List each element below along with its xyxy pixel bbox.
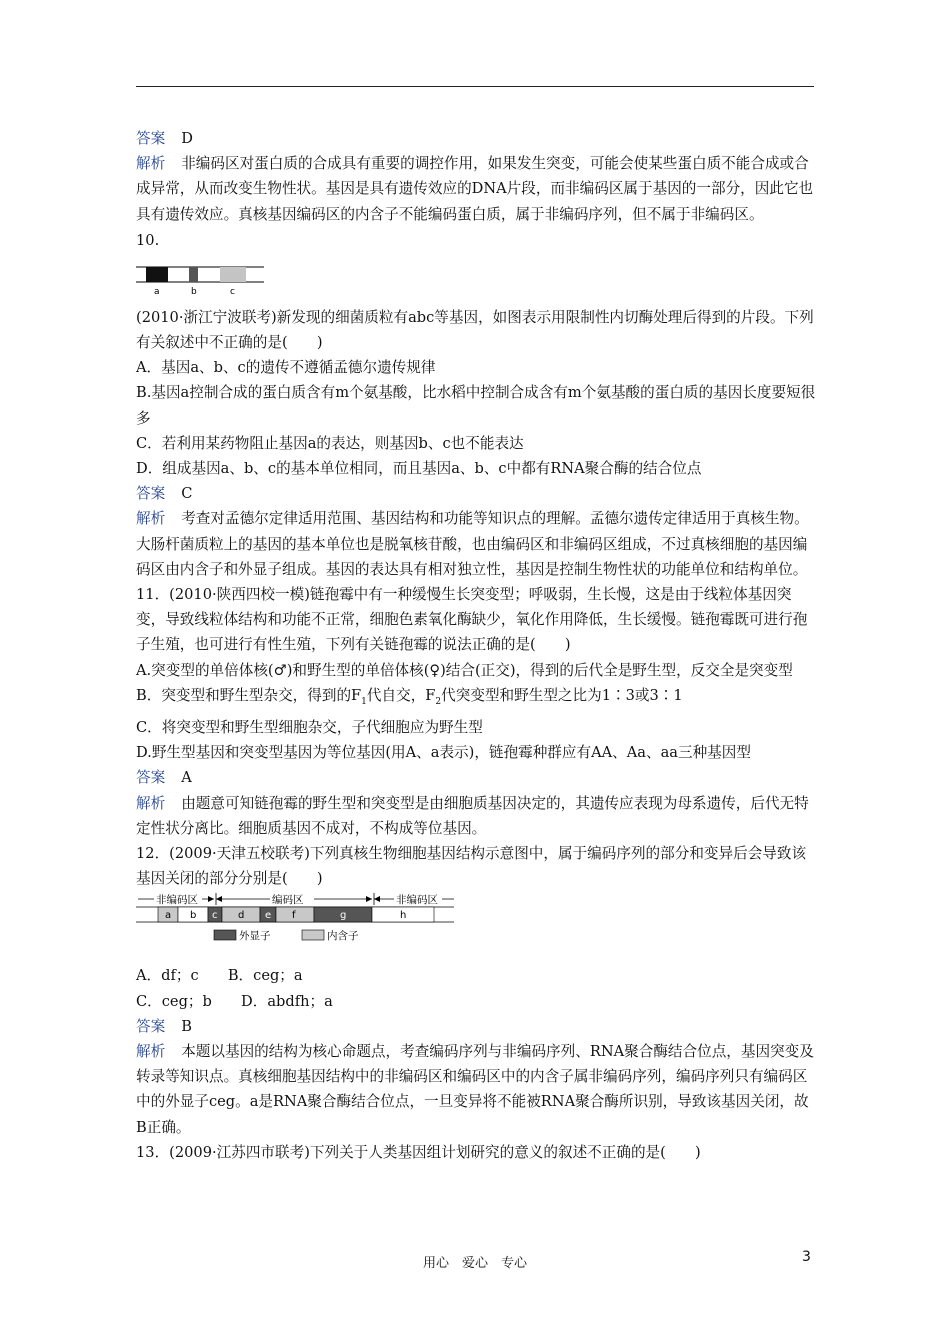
analysis-text: 非编码区对蛋白质的合成具有重要的调控作用，如果发生突变，可能会使某些蛋白质不能合成或合成异常，从而改变生物性状。基因是具有遗传效应的DNA片段，而非编码区属于基因的一部分，因此它也具有遗传效应。真核基因编码区的内含子不能编码蛋白质，属于非编码序列，但不属于非编码区。 (136, 155, 814, 223)
legend-intron-swatch (302, 930, 324, 940)
region-noncoding-right: 非编码区 (396, 894, 438, 907)
segment-label: e (265, 910, 272, 922)
question-number: 10. (136, 231, 160, 249)
analysis-paragraph (136, 151, 816, 227)
analysis-text: 由题意可知链孢霉的野生型和突变型是由细胞质基因决定的，其遗传应表现为母系遗传，后代无特定性状分离比。细胞质基因不成对，不构成等位基因。 (136, 794, 809, 837)
header-rule (136, 86, 814, 87)
analysis-paragraph (136, 791, 816, 841)
page-footer: 用心 爱心 专心 (422, 1256, 527, 1271)
analysis-label: 解析 (136, 510, 166, 528)
segment-label: h (400, 910, 407, 922)
question-stem: 12．(2009·天津五校联考)下列真核生物细胞基因结构示意图中，属于编码序列的部分和变异后会导致该基因关闭的部分分别是( ) (136, 844, 807, 888)
option-c: C．将突变型和野生型细胞杂交，子代细胞应为野生型 (136, 718, 483, 736)
analysis-paragraph (136, 1039, 816, 1140)
answer-label: 答案 (136, 1017, 166, 1035)
page-number: 3 (802, 1249, 811, 1265)
legend-intron-label: 内含子 (327, 930, 359, 943)
segment-label: g (340, 910, 347, 922)
option-a: A．基因a、b、c的遗传不遵循孟德尔遗传规律 (136, 359, 436, 377)
answer-line (136, 1014, 816, 1039)
option-b-text: 代自交，F (366, 686, 436, 704)
page-content (136, 126, 816, 1165)
plasmid-fragment-figure (136, 251, 276, 299)
segment-label: a (165, 910, 172, 922)
gene-a-segment (146, 267, 168, 282)
analysis-text: 考查对孟德尔定律适用范围、基因结构和功能等知识点的理解。孟德尔遗传定律适用于真核生物。大肠杆菌质粒上的基因的基本单位也是脱氧核苷酸，也由编码区和非编码区组成，不过真核细胞的基因编码区由内含子和外显子组成。基因的表达具有相对独立性，基因是控制生物性状的功能单位和结构单位。 (136, 510, 809, 578)
answer-label: 答案 (136, 130, 166, 147)
legend-exon-swatch (214, 930, 236, 940)
question-stem: (2010·浙江宁波联考)新发现的细菌质粒有abc等基因，如图表示用限制性内切酶处理后得到的片段。下列有关叙述中不正确的是( ) (136, 308, 814, 352)
option-b-text: 代突变型和野生型之比为1∶3或3∶1 (441, 686, 683, 704)
gene-b-segment (189, 267, 198, 282)
question-stem: 11．(2010·陕西四校一模)链孢霉中有一种缓慢生长突变型；呼吸弱，生长慢，这是由于线粒体基因突变，导致线粒体结构和功能不正常，细胞色素氧化酶缺少，氧化作用降低，生长缓慢。链孢霉既可进行孢子生殖，也可进行有性生殖，下列有关链孢霉的说法正确的是( ) (136, 586, 808, 654)
answer-line (136, 765, 816, 790)
answer-value: A (181, 769, 192, 787)
segment-label: f (292, 910, 296, 922)
analysis-label: 解析 (136, 155, 166, 173)
option-b-text: B．突变型和野生型杂交，得到的F (136, 686, 362, 704)
option-b (136, 683, 816, 715)
segment-label: c (212, 910, 218, 922)
option-a: A.突变型的单倍体核(♂)和野生型的单倍体核(♀)结合(正交)，得到的后代全是野生型，反交全是突变型 (136, 661, 793, 679)
analysis-label: 解析 (136, 1043, 166, 1060)
gene-c-label: c (230, 286, 235, 297)
answer-line (136, 126, 816, 151)
segment-label: b (190, 910, 197, 922)
option-row: C．ceg；b D．abdfh；a (136, 992, 333, 1010)
option-c: C．若利用某药物阻止基因a的表达，则基因b、c也不能表达 (136, 434, 524, 452)
region-noncoding-left: 非编码区 (156, 894, 198, 907)
gene-b-label: b (191, 286, 197, 297)
region-coding: 编码区 (272, 894, 304, 907)
option-d: D．组成基因a、b、c的基本单位相同，而且基因a、b、c中都有RNA聚合酶的结合位点 (136, 460, 702, 478)
analysis-text: 本题以基因的结构为核心命题点，考查编码序列与非编码序列、RNA聚合酶结合位点，基因突变及转录等知识点。真核细胞基因结构中的非编码区和编码区中的内含子属非编码序列，编码序列只有编码区中的外显子ceg。a是RNA聚合酶结合位点，一旦变异将不能被RNA聚合酶所识别，导致该基因关闭，故B正确。 (136, 1043, 814, 1136)
question-stem: 13．(2009·江苏四市联考)下列关于人类基因组计划研究的意义的叙述不正确的是( ) (136, 1143, 701, 1161)
answer-label: 答案 (136, 769, 166, 787)
gene-c-segment (220, 267, 246, 282)
option-b: B.基因a控制合成的蛋白质含有m个氨基酸，比水稻中控制合成含有m个氨基酸的蛋白质的基因长度要短很多 (136, 384, 816, 427)
answer-value: C (181, 485, 193, 503)
answer-line (136, 481, 816, 506)
segment-label: d (238, 910, 245, 922)
analysis-label: 解析 (136, 794, 166, 812)
gene-structure-figure (136, 891, 466, 947)
subscript: 2 (435, 696, 442, 707)
answer-value: D (181, 130, 193, 147)
legend-exon-label: 外显子 (239, 930, 271, 943)
answer-label: 答案 (136, 485, 166, 503)
option-row: A．df；c B．ceg；a (136, 967, 303, 985)
gene-a-label: a (154, 286, 160, 297)
option-d: D.野生型基因和突变型基因为等位基因(用A、a表示)，链孢霉种群应有AA、Aa、aa三种基因型 (136, 744, 751, 762)
answer-value: B (181, 1017, 192, 1035)
analysis-paragraph (136, 506, 816, 582)
subscript: 1 (361, 696, 367, 707)
